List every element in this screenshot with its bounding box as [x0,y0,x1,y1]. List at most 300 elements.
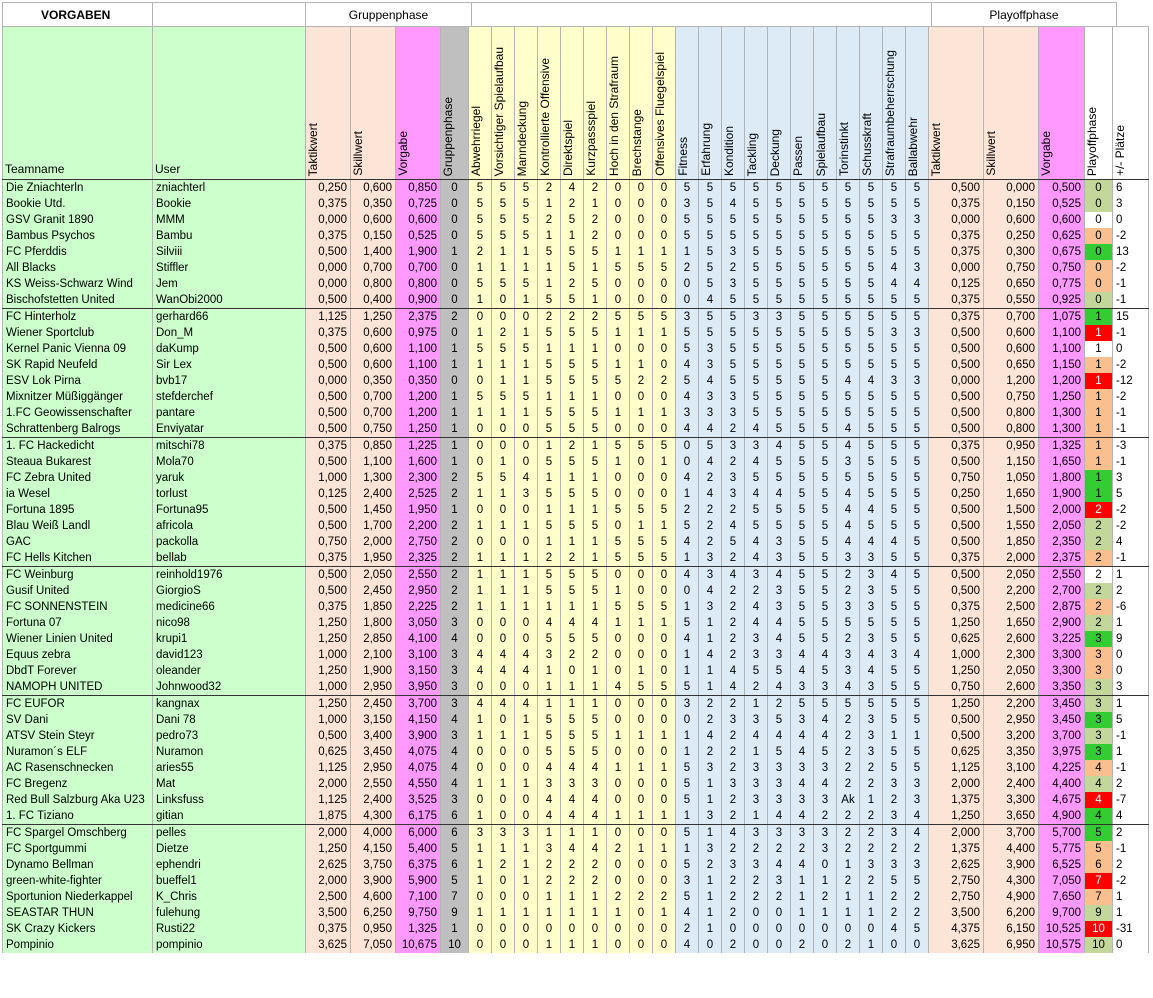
skill-value: 2 [860,808,883,825]
tactic-value: 1 [607,454,630,470]
tactic-value: 0 [607,567,630,584]
user-name: Dani 78 [153,712,306,728]
skill-value: 3 [883,325,906,341]
tactic-value: 0 [469,421,492,438]
team-name: KS Weiss-Schwarz Wind [3,276,153,292]
group-taktikwert: 1,125 [306,760,351,776]
skill-value: 5 [883,421,906,438]
skill-value: 1 [699,631,722,647]
tactic-value: 0 [469,744,492,760]
skill-value: 3 [745,647,768,663]
table-row [3,534,1149,550]
tactic-value: 0 [653,421,676,438]
tactic-value: 0 [630,744,653,760]
skill-value: 3 [745,712,768,728]
tactic-value: 1 [584,438,607,455]
playoff-taktikwert: 3,500 [929,905,984,921]
gruppenphase-value: 3 [441,615,469,631]
team-name: ia Wesel [3,486,153,502]
tactic-value: 5 [630,550,653,567]
skill-value: 5 [676,889,699,905]
playoffphase-value: 1 [1085,325,1113,341]
playoff-taktikwert: 1,000 [929,647,984,663]
table-row [3,663,1149,679]
skill-value: 5 [676,180,699,197]
skill-value: 4 [883,567,906,584]
group-skillwert: 0,850 [351,438,396,455]
skill-value: 5 [791,615,814,631]
skill-value: 0 [745,921,768,937]
skill-value: 2 [837,776,860,792]
skill-value: 4 [768,728,791,744]
group-skillwert: 0,150 [351,228,396,244]
skill-value: 4 [699,647,722,663]
playoff-skillwert: 6,950 [984,937,1039,953]
table-row [3,244,1149,260]
tactic-value: 0 [607,937,630,953]
playoffphase-value: 2 [1085,518,1113,534]
skill-value: 4 [768,486,791,502]
group-vorgabe: 0,850 [396,180,441,197]
tactic-value: 0 [492,615,515,631]
team-name: FC Hells Kitchen [3,550,153,567]
gruppenphase-value: 4 [441,744,469,760]
tactic-value: 0 [607,696,630,713]
skill-value: 3 [745,309,768,326]
skill-value: 5 [791,196,814,212]
group-taktikwert: 0,500 [306,405,351,421]
tactic-value: 5 [584,712,607,728]
user-name: daKump [153,341,306,357]
group-vorgabe: 6,000 [396,825,441,842]
tactic-value: 1 [653,728,676,744]
tactic-value: 1 [561,341,584,357]
skill-value: 5 [814,631,837,647]
group-skillwert: 3,750 [351,857,396,873]
group-vorgabe: 2,375 [396,309,441,326]
tactic-value: 1 [538,438,561,455]
skill-value: 1 [699,679,722,696]
skill-value: 5 [906,180,929,197]
tactic-value: 1 [469,873,492,889]
playoff-skillwert: 2,050 [984,567,1039,584]
skill-value: 5 [814,502,837,518]
playoff-taktikwert: 0,500 [929,583,984,599]
group-vorgabe: 10,675 [396,937,441,953]
skill-value: 4 [814,712,837,728]
skill-value: 5 [676,518,699,534]
tactic-value: 0 [607,857,630,873]
skill-value: 5 [814,341,837,357]
skill-value: 0 [791,921,814,937]
group-skillwert: 3,150 [351,712,396,728]
tactic-value: 0 [630,921,653,937]
user-name: torlust [153,486,306,502]
tactic-value: 4 [492,663,515,679]
tactic-value: 3 [538,647,561,663]
tactic-value: 0 [492,744,515,760]
gruppenphase-value: 3 [441,728,469,744]
group-vorgabe: 0,600 [396,212,441,228]
header-skill-0: Fitness [676,27,699,180]
table-row [3,276,1149,292]
tactic-value: 0 [653,792,676,808]
table-row [3,438,1149,455]
skill-value: 5 [860,438,883,455]
skill-value: 3 [699,567,722,584]
skill-value: 5 [745,373,768,389]
tactic-value: 2 [607,841,630,857]
group-taktikwert: 0,500 [306,454,351,470]
header-tactic-8: Offensives Fluegelspiel [653,27,676,180]
group-skillwert: 0,800 [351,276,396,292]
playoff-taktikwert: 1,250 [929,808,984,825]
table-row [3,180,1149,197]
gruppenphase-value: 6 [441,808,469,825]
gruppenphase-heading: Gruppenphase [306,3,472,27]
gruppenphase-value: 0 [441,228,469,244]
place-diff: -31 [1113,921,1149,937]
skill-value: 4 [906,808,929,825]
skill-value: 5 [676,341,699,357]
playoff-vorgabe: 3,300 [1039,647,1085,663]
skill-value: 3 [768,776,791,792]
playoff-taktikwert: 0,500 [929,389,984,405]
team-name: All Blacks [3,260,153,276]
tactic-value: 1 [469,405,492,421]
tactic-value: 2 [538,180,561,197]
table-row [3,744,1149,760]
skill-value: 1 [699,663,722,679]
skill-value: 5 [883,228,906,244]
user-name: Silviii [153,244,306,260]
skill-value: 5 [883,309,906,326]
skill-value: 2 [745,889,768,905]
gruppenphase-value: 1 [441,405,469,421]
skill-value: 5 [837,389,860,405]
skill-value: 5 [791,550,814,567]
team-name: FC Hinterholz [3,309,153,326]
tactic-value: 0 [653,647,676,663]
group-vorgabe: 0,900 [396,292,441,309]
group-taktikwert: 2,000 [306,873,351,889]
tactic-value: 0 [607,631,630,647]
group-skillwert: 0,350 [351,196,396,212]
skill-value: 4 [791,776,814,792]
tactic-value: 3 [515,486,538,502]
group-vorgabe: 1,225 [396,438,441,455]
team-name: SK Rapid Neufeld [3,357,153,373]
skill-value: 3 [676,309,699,326]
group-skillwert: 1,400 [351,244,396,260]
playoff-taktikwert: 1,375 [929,841,984,857]
group-taktikwert: 0,500 [306,292,351,309]
skill-value: 1 [745,744,768,760]
gruppenphase-value: 2 [441,470,469,486]
tactic-value: 1 [538,534,561,550]
tactic-value: 4 [469,663,492,679]
tactic-value: 0 [653,712,676,728]
playoffphase-value: 3 [1085,631,1113,647]
tactic-value: 2 [653,373,676,389]
playoff-skillwert: 1,150 [984,454,1039,470]
skill-value: 4 [676,421,699,438]
table-row [3,583,1149,599]
skill-value: 5 [768,357,791,373]
playoff-vorgabe: 3,450 [1039,696,1085,713]
skill-value: 3 [768,873,791,889]
skill-value: 5 [814,309,837,326]
skill-value: 5 [883,599,906,615]
tactic-value: 0 [607,292,630,309]
tactic-value: 4 [538,792,561,808]
skill-value: 5 [745,357,768,373]
group-skillwert: 2,450 [351,696,396,713]
place-diff: -6 [1113,599,1149,615]
skill-value: 0 [676,712,699,728]
tactic-value: 0 [515,744,538,760]
group-vorgabe: 1,900 [396,244,441,260]
gruppenphase-value: 1 [441,438,469,455]
skill-value: 4 [791,744,814,760]
skill-value: 4 [676,470,699,486]
tactic-value: 0 [492,679,515,696]
skill-value: 3 [883,808,906,825]
skill-value: 4 [791,857,814,873]
tactic-value: 0 [607,180,630,197]
group-taktikwert: 0,500 [306,502,351,518]
tactic-value: 5 [653,550,676,567]
skill-value: 3 [745,857,768,873]
skill-value: 3 [791,679,814,696]
skill-value: 4 [814,728,837,744]
table-row [3,567,1149,584]
tactic-value: 5 [584,454,607,470]
group-taktikwert: 0,375 [306,921,351,937]
team-name: 1. FC Tiziano [3,808,153,825]
gruppenphase-value: 5 [441,873,469,889]
user-name: Nuramon [153,744,306,760]
group-taktikwert: 0,500 [306,244,351,260]
skill-value: 5 [791,180,814,197]
skill-value: 5 [906,712,929,728]
tactic-value: 5 [653,599,676,615]
skill-value: 4 [699,454,722,470]
tactic-value: 5 [653,438,676,455]
playoff-skillwert: 2,050 [984,663,1039,679]
header-skill-4: Deckung [768,27,791,180]
tactic-value: 0 [515,808,538,825]
playoff-skillwert: 2,600 [984,631,1039,647]
playoff-taktikwert: 0,500 [929,534,984,550]
group-vorgabe: 2,525 [396,486,441,502]
skill-value: 3 [906,776,929,792]
skill-value: 0 [837,921,860,937]
tactic-value: 1 [515,728,538,744]
group-vorgabe: 3,700 [396,696,441,713]
skill-value: 4 [722,196,745,212]
user-name: Dietze [153,841,306,857]
skill-value: 1 [699,792,722,808]
tactic-value: 5 [607,438,630,455]
playoff-skillwert: 2,300 [984,647,1039,663]
group-vorgabe: 1,100 [396,357,441,373]
header-group-3: Gruppenphase [441,27,469,180]
group-skillwert: 0,600 [351,357,396,373]
skill-value: 0 [768,921,791,937]
tactic-value: 4 [561,180,584,197]
tactic-value: 1 [630,357,653,373]
skill-value: 4 [837,373,860,389]
skill-value: 4 [860,502,883,518]
playoff-taktikwert: 0,375 [929,292,984,309]
tactic-value: 0 [538,921,561,937]
skill-value: 3 [814,792,837,808]
skill-value: 5 [860,212,883,228]
tactic-value: 5 [561,454,584,470]
playoff-skillwert: 3,100 [984,760,1039,776]
table-row [3,712,1149,728]
tactic-value: 5 [561,728,584,744]
playoff-skillwert: 4,300 [984,873,1039,889]
playoff-vorgabe: 1,100 [1039,341,1085,357]
playoffphase-value: 0 [1085,196,1113,212]
group-vorgabe: 2,200 [396,518,441,534]
group-vorgabe: 0,800 [396,276,441,292]
tactic-value: 0 [492,631,515,647]
tactic-value: 5 [469,341,492,357]
playoff-vorgabe: 3,225 [1039,631,1085,647]
skill-value: 5 [768,180,791,197]
tactic-value: 1 [538,663,561,679]
team-name: Bischofstetten United [3,292,153,309]
skill-value: 5 [906,421,929,438]
gruppenphase-value: 1 [441,421,469,438]
skill-value: 5 [906,196,929,212]
playoff-skillwert: 0,300 [984,244,1039,260]
tactic-value: 5 [469,212,492,228]
playoff-taktikwert: 0,500 [929,357,984,373]
team-name: NAMOPH UNITED [3,679,153,696]
tactic-value: 1 [561,905,584,921]
team-name: SK Crazy Kickers [3,921,153,937]
header-skill-3: Tackling [745,27,768,180]
tactic-value: 1 [469,325,492,341]
tactic-value: 5 [653,309,676,326]
playoff-vorgabe: 0,675 [1039,244,1085,260]
gruppenphase-value: 6 [441,825,469,842]
skill-value: 2 [745,583,768,599]
tactic-value: 1 [607,760,630,776]
gruppenphase-value: 0 [441,212,469,228]
tactic-value: 0 [630,792,653,808]
tactic-value: 1 [515,244,538,260]
header-skill-2: Kondition [722,27,745,180]
team-name: Die Zniachterln [3,180,153,197]
tactic-value: 1 [630,518,653,534]
tactic-value: 1 [584,341,607,357]
tactic-value: 0 [515,438,538,455]
skill-value: 5 [745,389,768,405]
gruppenphase-value: 1 [441,502,469,518]
place-diff: -2 [1113,260,1149,276]
user-name: gitian [153,808,306,825]
tactic-value: 5 [561,631,584,647]
playoffphase-value: 1 [1085,373,1113,389]
tactic-value: 1 [561,228,584,244]
skill-value: 5 [768,196,791,212]
skill-value: 4 [745,486,768,502]
skill-value: 5 [814,212,837,228]
skill-value: 5 [837,228,860,244]
tactic-value: 5 [607,599,630,615]
skill-value: 2 [837,712,860,728]
tactic-value: 0 [515,502,538,518]
skill-value: 0 [745,937,768,953]
tactic-value: 1 [607,357,630,373]
skill-value: 5 [676,825,699,842]
tactic-value: 5 [653,679,676,696]
tactic-value: 0 [653,583,676,599]
gruppenphase-value: 2 [441,599,469,615]
tactic-value: 2 [630,889,653,905]
skill-value: 2 [722,696,745,713]
tactic-value: 4 [469,647,492,663]
tactic-value: 1 [561,825,584,842]
playoff-skillwert: 1,650 [984,615,1039,631]
tactic-value: 1 [607,728,630,744]
skill-value: 5 [768,405,791,421]
skill-value: 5 [676,792,699,808]
top-blank-cell [472,3,932,27]
skill-value: 3 [745,631,768,647]
tactic-value: 0 [469,615,492,631]
playoffphase-value: 3 [1085,712,1113,728]
skill-value: 5 [814,599,837,615]
group-vorgabe: 2,550 [396,567,441,584]
gruppenphase-value: 1 [441,454,469,470]
tactic-value: 5 [469,196,492,212]
tactic-value: 1 [515,357,538,373]
playoff-vorgabe: 2,350 [1039,534,1085,550]
skill-value: 4 [791,647,814,663]
place-diff: -2 [1113,357,1149,373]
playoffphase-value: 1 [1085,309,1113,326]
group-vorgabe: 4,100 [396,631,441,647]
skill-value: 2 [883,905,906,921]
user-name: pelles [153,825,306,842]
tactic-value: 1 [653,808,676,825]
tactic-value: 1 [584,534,607,550]
skill-value: 5 [791,438,814,455]
skill-value: 5 [906,228,929,244]
tactic-value: 5 [561,405,584,421]
skill-value: 2 [676,921,699,937]
skill-value: 4 [699,421,722,438]
place-diff: 1 [1113,696,1149,713]
playoffphase-value: 1 [1085,454,1113,470]
skill-value: 5 [883,341,906,357]
gruppenphase-value: 3 [441,663,469,679]
playoffphase-value: 2 [1085,599,1113,615]
skill-value: 2 [699,696,722,713]
tactic-value: 4 [538,615,561,631]
playoff-skillwert: 0,600 [984,325,1039,341]
playoff-vorgabe: 3,700 [1039,728,1085,744]
tactic-value: 0 [653,389,676,405]
skill-value: 1 [883,728,906,744]
playoff-taktikwert: 0,375 [929,244,984,260]
